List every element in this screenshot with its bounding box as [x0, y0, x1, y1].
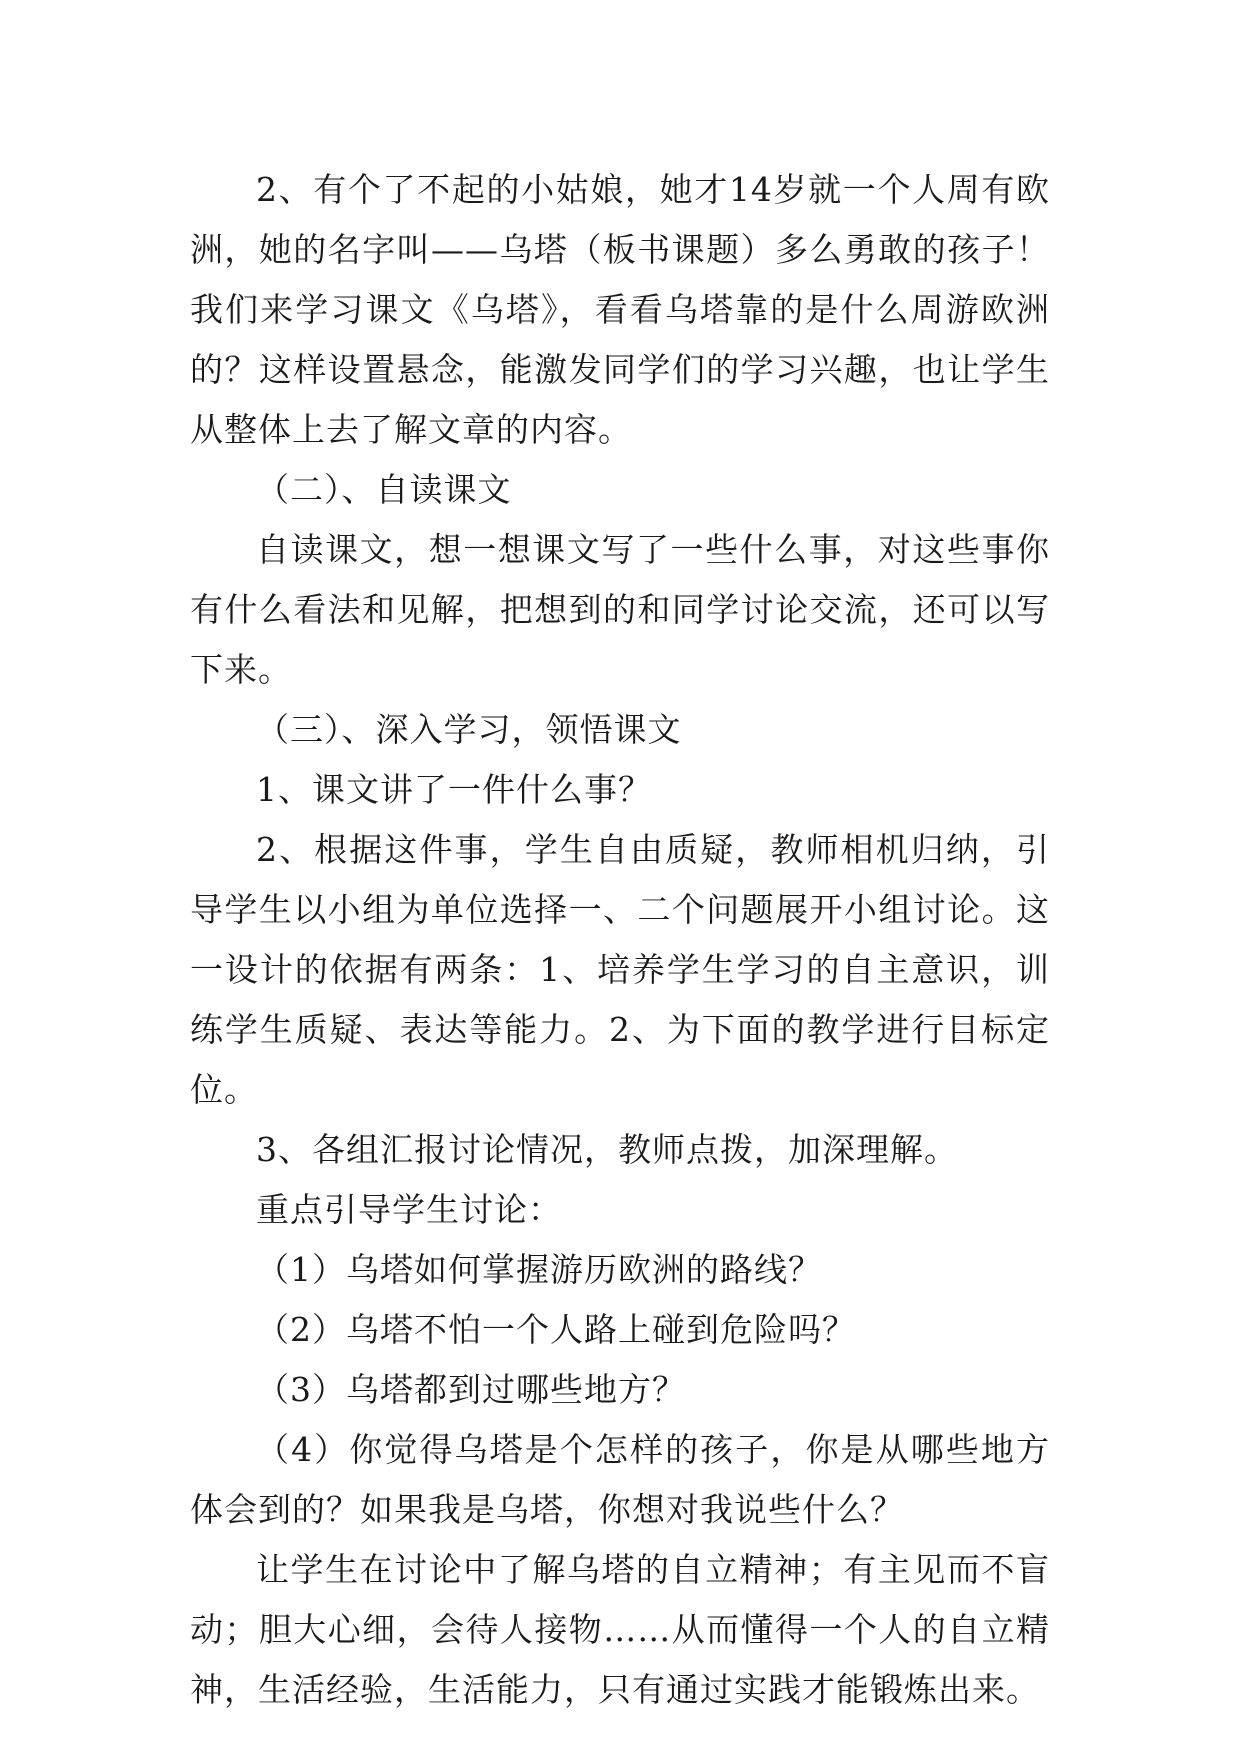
paragraph-intro: 2、有个了不起的小姑娘，她才14岁就一个人周有欧洲，她的名字叫——乌塔（板书课题）多么勇敢的孩子！我们来学习课文《乌塔》，看看乌塔靠的是什么周游欧洲的？这样设置悬念，能激发同学们的学习兴趣，也让学生从整体上去了解文章的内容。	[190, 170, 1050, 449]
paragraph-discussion-lead: 重点引导学生讨论：	[256, 1190, 562, 1229]
section-heading-self-reading: （二）、自读课文	[256, 470, 512, 509]
paragraph-question-2: 2、根据这件事，学生自由质疑，教师相机归纳，引导学生以小组为单位选择一、二个问题展开小组讨论。这一设计的依据有两条：1、培养学生学习的自主意识，训练学生质疑、表达等能力。2、为下面的教学进行目标定位。	[190, 830, 1050, 1109]
document-body	[190, 160, 1050, 1720]
paragraph-question-1: 1、课文讲了一件什么事？	[256, 770, 652, 809]
discussion-item-2: （2）乌塔不怕一个人路上碰到危险吗？	[256, 1310, 856, 1349]
discussion-item-4: （4）你觉得乌塔是个怎样的孩子，你是从哪些地方体会到的？如果我是乌塔，你想对我说些什么？	[190, 1430, 1050, 1529]
discussion-item-1: （1）乌塔如何掌握游历欧洲的路线？	[256, 1250, 822, 1289]
section-heading-deep-study: （三）、深入学习，领悟课文	[256, 710, 682, 749]
paragraph-conclusion: 让学生在讨论中了解乌塔的自立精神；有主见而不盲动；胆大心细，会待人接物……从而懂得一个人的自立精神，生活经验，生活能力，只有通过实践才能锻炼出来。	[190, 1550, 1050, 1709]
paragraph-self-reading: 自读课文，想一想课文写了一些什么事，对这些事你有什么看法和见解，把想到的和同学讨论交流，还可以写下来。	[190, 530, 1050, 689]
paragraph-question-3: 3、各组汇报讨论情况，教师点拨，加深理解。	[256, 1130, 958, 1169]
discussion-item-3: （3）乌塔都到过哪些地方？	[256, 1370, 686, 1409]
